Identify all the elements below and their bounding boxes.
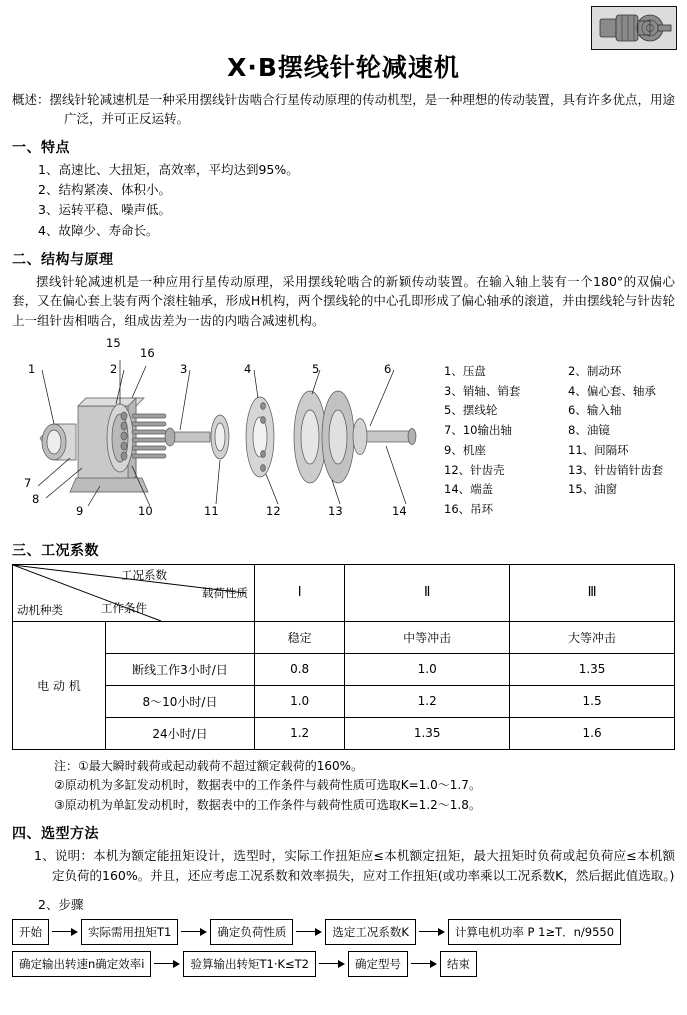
page-title: X·B摆线针轮减速机	[227, 53, 460, 82]
flow-row-1	[12, 919, 675, 945]
callout-5: 5	[312, 361, 320, 376]
overview-label: 概述：	[12, 92, 50, 107]
subheader-blank	[106, 621, 255, 653]
row-group-motor: 电 动 机	[13, 621, 106, 749]
section-selection-title: 四、选型方法	[12, 826, 99, 843]
table-header-row	[13, 564, 675, 621]
legend-item: 4、偏心套、轴承	[568, 383, 656, 398]
flow-node-motor-power: 计算电机功率 P 1≥T．n/9550	[448, 919, 621, 945]
callout-11: 11	[204, 503, 219, 518]
legend-row	[444, 421, 687, 441]
callout-10: 10	[138, 503, 153, 518]
wk-coef-label: 工况系数	[121, 567, 167, 582]
working-coefficient-table	[12, 564, 675, 750]
flow-node-model: 确定型号	[348, 951, 408, 977]
legend-item: 2、制动环	[568, 363, 622, 378]
motor-type-label: 动机种类	[17, 602, 63, 617]
legend-row	[444, 382, 687, 402]
load-nature-label: 载荷性质	[202, 585, 248, 600]
section-features-title: 一、特点	[12, 139, 70, 156]
features-list	[12, 160, 675, 241]
flow-node-start: 开始	[12, 919, 49, 945]
callout-6: 6	[384, 361, 392, 376]
exploded-diagram	[12, 336, 675, 532]
cell-value: 0.8	[255, 653, 345, 685]
callout-3: 3	[180, 361, 188, 376]
arrow-icon	[296, 927, 322, 936]
cell-value: 1.6	[510, 717, 675, 749]
arrow-icon	[419, 927, 445, 936]
callout-14: 14	[392, 503, 407, 518]
legend-item: 12、针齿壳	[444, 462, 505, 477]
table-row	[13, 685, 675, 717]
list-item: 1、高速比、大扭矩，高效率，平均达到95%。	[38, 161, 299, 177]
note-item: ③原动机为单缸发动机时，数据表中的工作条件与载荷性质可选取K=1.2～1.8。	[54, 797, 481, 812]
list-item: 2、结构紧凑、体积小。	[38, 182, 171, 197]
column-header-1: Ⅰ	[255, 564, 345, 621]
arrow-icon	[181, 927, 207, 936]
row-condition: 断线工作3小时/日	[106, 653, 255, 685]
note-item: 注：①最大瞬时载荷或起动载荷不超过额定载荷的160%。	[54, 758, 364, 773]
table-subheader-row	[13, 621, 675, 653]
column-sub-2: 中等冲击	[345, 621, 510, 653]
legend-row	[444, 480, 687, 500]
legend-item: 13、针齿销针齿套	[568, 462, 664, 477]
structure-paragraph: 摆线针轮减速机是一种应用行星传动原理，采用摆线轮啮合的新颖传动装置。在输入轴上装有一个180°的双偏心套，又在偏心套上装有两个滚柱轴承，形成H机构，两个摆线轮的中心孔即形成了偏心轴承的滚道，并由摆线轮与针齿轮上一组针齿相啮合，组成齿差为一齿的内啮合减速机构。	[12, 273, 675, 328]
callout-16: 16	[140, 345, 155, 360]
legend-item: 7、10输出轴	[444, 423, 512, 438]
legend-row	[444, 401, 687, 421]
list-item: 4、故障少、寿命长。	[38, 222, 159, 238]
column-sub-3: 大等冲击	[510, 621, 675, 653]
table-row	[13, 653, 675, 685]
cell-value: 1.0	[255, 685, 345, 717]
overview-text: 摆线针轮减速机是一种采用摆线针齿啮合行星传动原理的传动机型，是一种理想的传动装置，具有许多优点，用途广泛，并可正反运转。	[49, 92, 675, 127]
column-header-2: Ⅱ	[345, 564, 510, 621]
cell-value: 1.35	[510, 653, 675, 685]
cell-value: 1.5	[510, 685, 675, 717]
legend-item: 1、压盘	[444, 363, 486, 378]
legend-item: 9、机座	[444, 442, 486, 457]
legend-row	[444, 441, 687, 461]
legend-row	[444, 500, 687, 520]
arrow-icon	[411, 959, 437, 968]
table-corner-header	[13, 564, 255, 621]
note-item: ②原动机为多缸发动机时，数据表中的工作条件与载荷性质可选取K=1.0～1.7。	[54, 778, 481, 793]
callout-4: 4	[244, 361, 252, 376]
diagram-legend	[444, 362, 687, 520]
section-working-coefficient-title: 三、工况系数	[12, 542, 99, 559]
section-structure-title: 二、结构与原理	[12, 251, 114, 268]
flow-node-output-speed: 确定输出转速n确定效率i	[12, 951, 151, 977]
legend-item: 16、吊环	[444, 502, 494, 517]
flow-node-end: 结束	[440, 951, 477, 977]
table-notes	[12, 757, 675, 815]
legend-item: 14、端盖	[444, 482, 494, 497]
selection-steps-label: 2、步骤	[38, 896, 84, 912]
flow-node-verify-torque: 验算输出转矩T1·K≤T2	[183, 951, 316, 977]
callout-2: 2	[110, 361, 118, 376]
callout-12: 12	[266, 503, 281, 518]
arrow-icon	[154, 959, 180, 968]
callout-9: 9	[76, 503, 84, 518]
callout-8: 8	[32, 491, 40, 506]
flow-node-required-torque: 实际需用扭矩T1	[81, 919, 178, 945]
callout-1: 1	[28, 361, 36, 376]
flow-row-2	[12, 951, 675, 977]
gearbox-motor-icon	[591, 6, 677, 50]
legend-item: 5、摆线轮	[444, 403, 498, 418]
selection-explanation: 1、说明：本机为额定能扭矩设计，选型时，实际工作扭矩应≤本机额定扭矩，最大扭矩时负荷或起负荷应≤本机额定负荷的160%。并且，还应考虑工况系数和效率损失，应对工作扭矩(或功率乘以工况系数K，然后据此值选取。)	[34, 848, 675, 883]
legend-item: 6、输入轴	[568, 403, 622, 418]
cell-value: 1.2	[345, 685, 510, 717]
arrow-icon	[319, 959, 345, 968]
overview-paragraph	[12, 90, 675, 129]
callout-13: 13	[328, 503, 343, 518]
legend-row	[444, 362, 687, 382]
row-condition: 24小时/日	[106, 717, 255, 749]
reducer-exploded-view-image	[20, 346, 430, 526]
column-sub-1: 稳定	[255, 621, 345, 653]
work-condition-label: 工作条件	[101, 600, 147, 615]
column-header-3: Ⅲ	[510, 564, 675, 621]
selection-flowchart	[12, 919, 675, 981]
callout-15: 15	[106, 335, 121, 350]
list-item: 3、运转平稳、噪声低。	[38, 202, 171, 218]
row-condition: 8～10小时/日	[106, 685, 255, 717]
flow-node-coefficient: 选定工况系数K	[325, 919, 416, 945]
legend-item: 11、间隔环	[568, 442, 629, 457]
table-row	[13, 717, 675, 749]
legend-row	[444, 461, 687, 481]
callout-7: 7	[24, 475, 32, 490]
legend-item: 15、油窗	[568, 482, 618, 497]
arrow-icon	[52, 927, 78, 936]
legend-item: 3、销轴、销套	[444, 383, 521, 398]
legend-item	[568, 500, 687, 520]
cell-value: 1.35	[345, 717, 510, 749]
flow-node-load-nature: 确定负荷性质	[210, 919, 293, 945]
cell-value: 1.2	[255, 717, 345, 749]
legend-item: 8、油镜	[568, 423, 610, 438]
cell-value: 1.0	[345, 653, 510, 685]
